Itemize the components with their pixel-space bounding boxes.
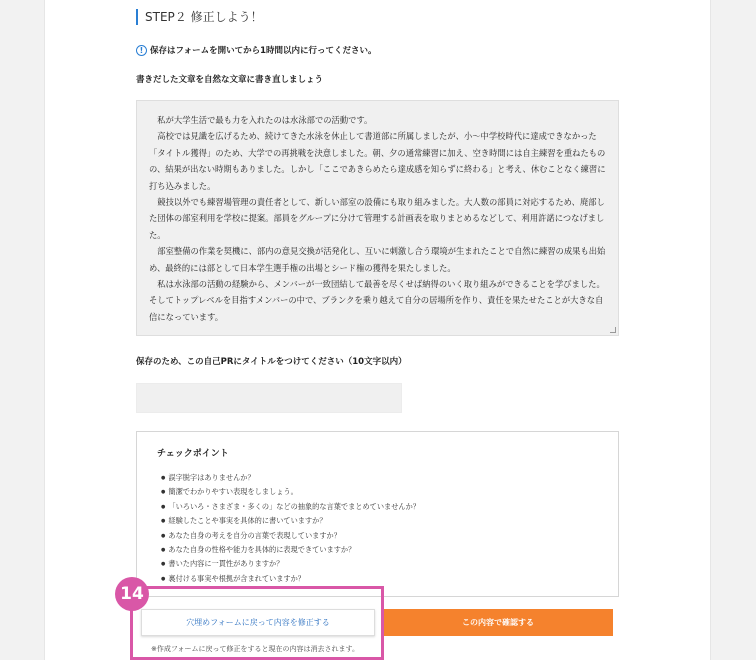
essay-paragraph: 私は水泳部の活動の経験から、メンバーが一致団結して最善を尽くせば納得のいく取り組みができることを学びました。そしてトップレベルを目指すメンバーの中で、ブランクを乗り越えて自分の居場所を作り、責任を果たせたことが大きな自信になっています。: [149, 279, 605, 322]
resize-grip-icon[interactable]: [610, 327, 616, 333]
essay-paragraph: 高校では見識を広げるため、続けてきた水泳を休止して書道部に所属しましたが、小～中学校時代に達成できなかった「タイトル獲得」のため、大学での再挑戦を決意しました。朝、夕の通常練習に加え、空き時間には自主練習を重ねたものの、結果が出ない時期もありました。しかし「ここであきらめたら達成感を知らずに終わる」と考え、休むことなく練習に打ち込みました。: [149, 131, 606, 191]
title-field-label: 保存のため、この自己PRにタイトルをつけてください（10文字以内）: [136, 357, 407, 367]
checkpoint-box: [136, 431, 619, 597]
checkpoint-item: ● 「いろいろ・さまざま・多くの」などの抽象的な言葉でまとめていませんか？: [157, 500, 618, 514]
rewrite-instruction: 書きだした文章を自然な文章に書き直しましょう: [136, 75, 324, 85]
title-input[interactable]: [136, 383, 402, 413]
info-icon: !: [136, 45, 147, 56]
annotation-highlight-box: [130, 586, 384, 660]
essay-paragraph: 部室整備の作業を契機に、部内の意見交換が活発化し、互いに刺激し合う環境が生まれたことで自然に練習の成果も出始め、最終的には部として日本学生選手権の出場とシード権の獲得を果たしました。: [149, 246, 606, 273]
checkpoint-item: ● 簡潔でわかりやすい表現をしましょう。: [157, 485, 618, 499]
save-notice-text: 保存はフォームを開いてから1時間以内に行ってください。: [150, 46, 377, 56]
checkpoint-item: ● 書いた内容に一貫性がありますか？: [157, 557, 618, 571]
save-notice: [136, 44, 377, 56]
checkpoint-item: ● あなた自身の性格や能力を具体的に表現できていますか？: [157, 543, 618, 557]
back-to-form-button[interactable]: 穴埋めフォームに戻って内容を修正する: [141, 609, 375, 636]
essay-paragraph: 競技以外でも練習場管理の責任者として、新しい部室の設備にも取り組みました。大人数の部員に対応するため、廃部した団体の部室利用を学校に提案。部員をグループに分けて管理する計画表を取りまとめるなどして、利用許諾につなげました。: [149, 197, 605, 240]
essay-paragraph: 私が大学生活で最も力を入れたのは水泳部での活動です。: [157, 115, 373, 125]
checkpoint-title: チェックポイント: [157, 449, 229, 459]
warning-note: ※作成フォームに戻って修正をすると現在の内容は消去されます。: [151, 645, 359, 653]
checkpoint-item: ● 経験したことや事実を具体的に書いていますか？: [157, 514, 618, 528]
confirm-button[interactable]: この内容で確認する: [383, 609, 613, 636]
essay-textarea[interactable]: [136, 100, 619, 336]
annotation-step-badge: 14: [115, 577, 149, 611]
checkpoint-item: ● 誤字脱字はありませんか？: [157, 471, 618, 485]
checkpoint-item: ● 裏付ける事実や根拠が含まれていますか？: [157, 572, 618, 586]
step-heading: STEP２ 修正しよう！: [136, 9, 263, 25]
checkpoint-item: ● あなた自身の考えを自分の言葉で表現していますか？: [157, 529, 618, 543]
